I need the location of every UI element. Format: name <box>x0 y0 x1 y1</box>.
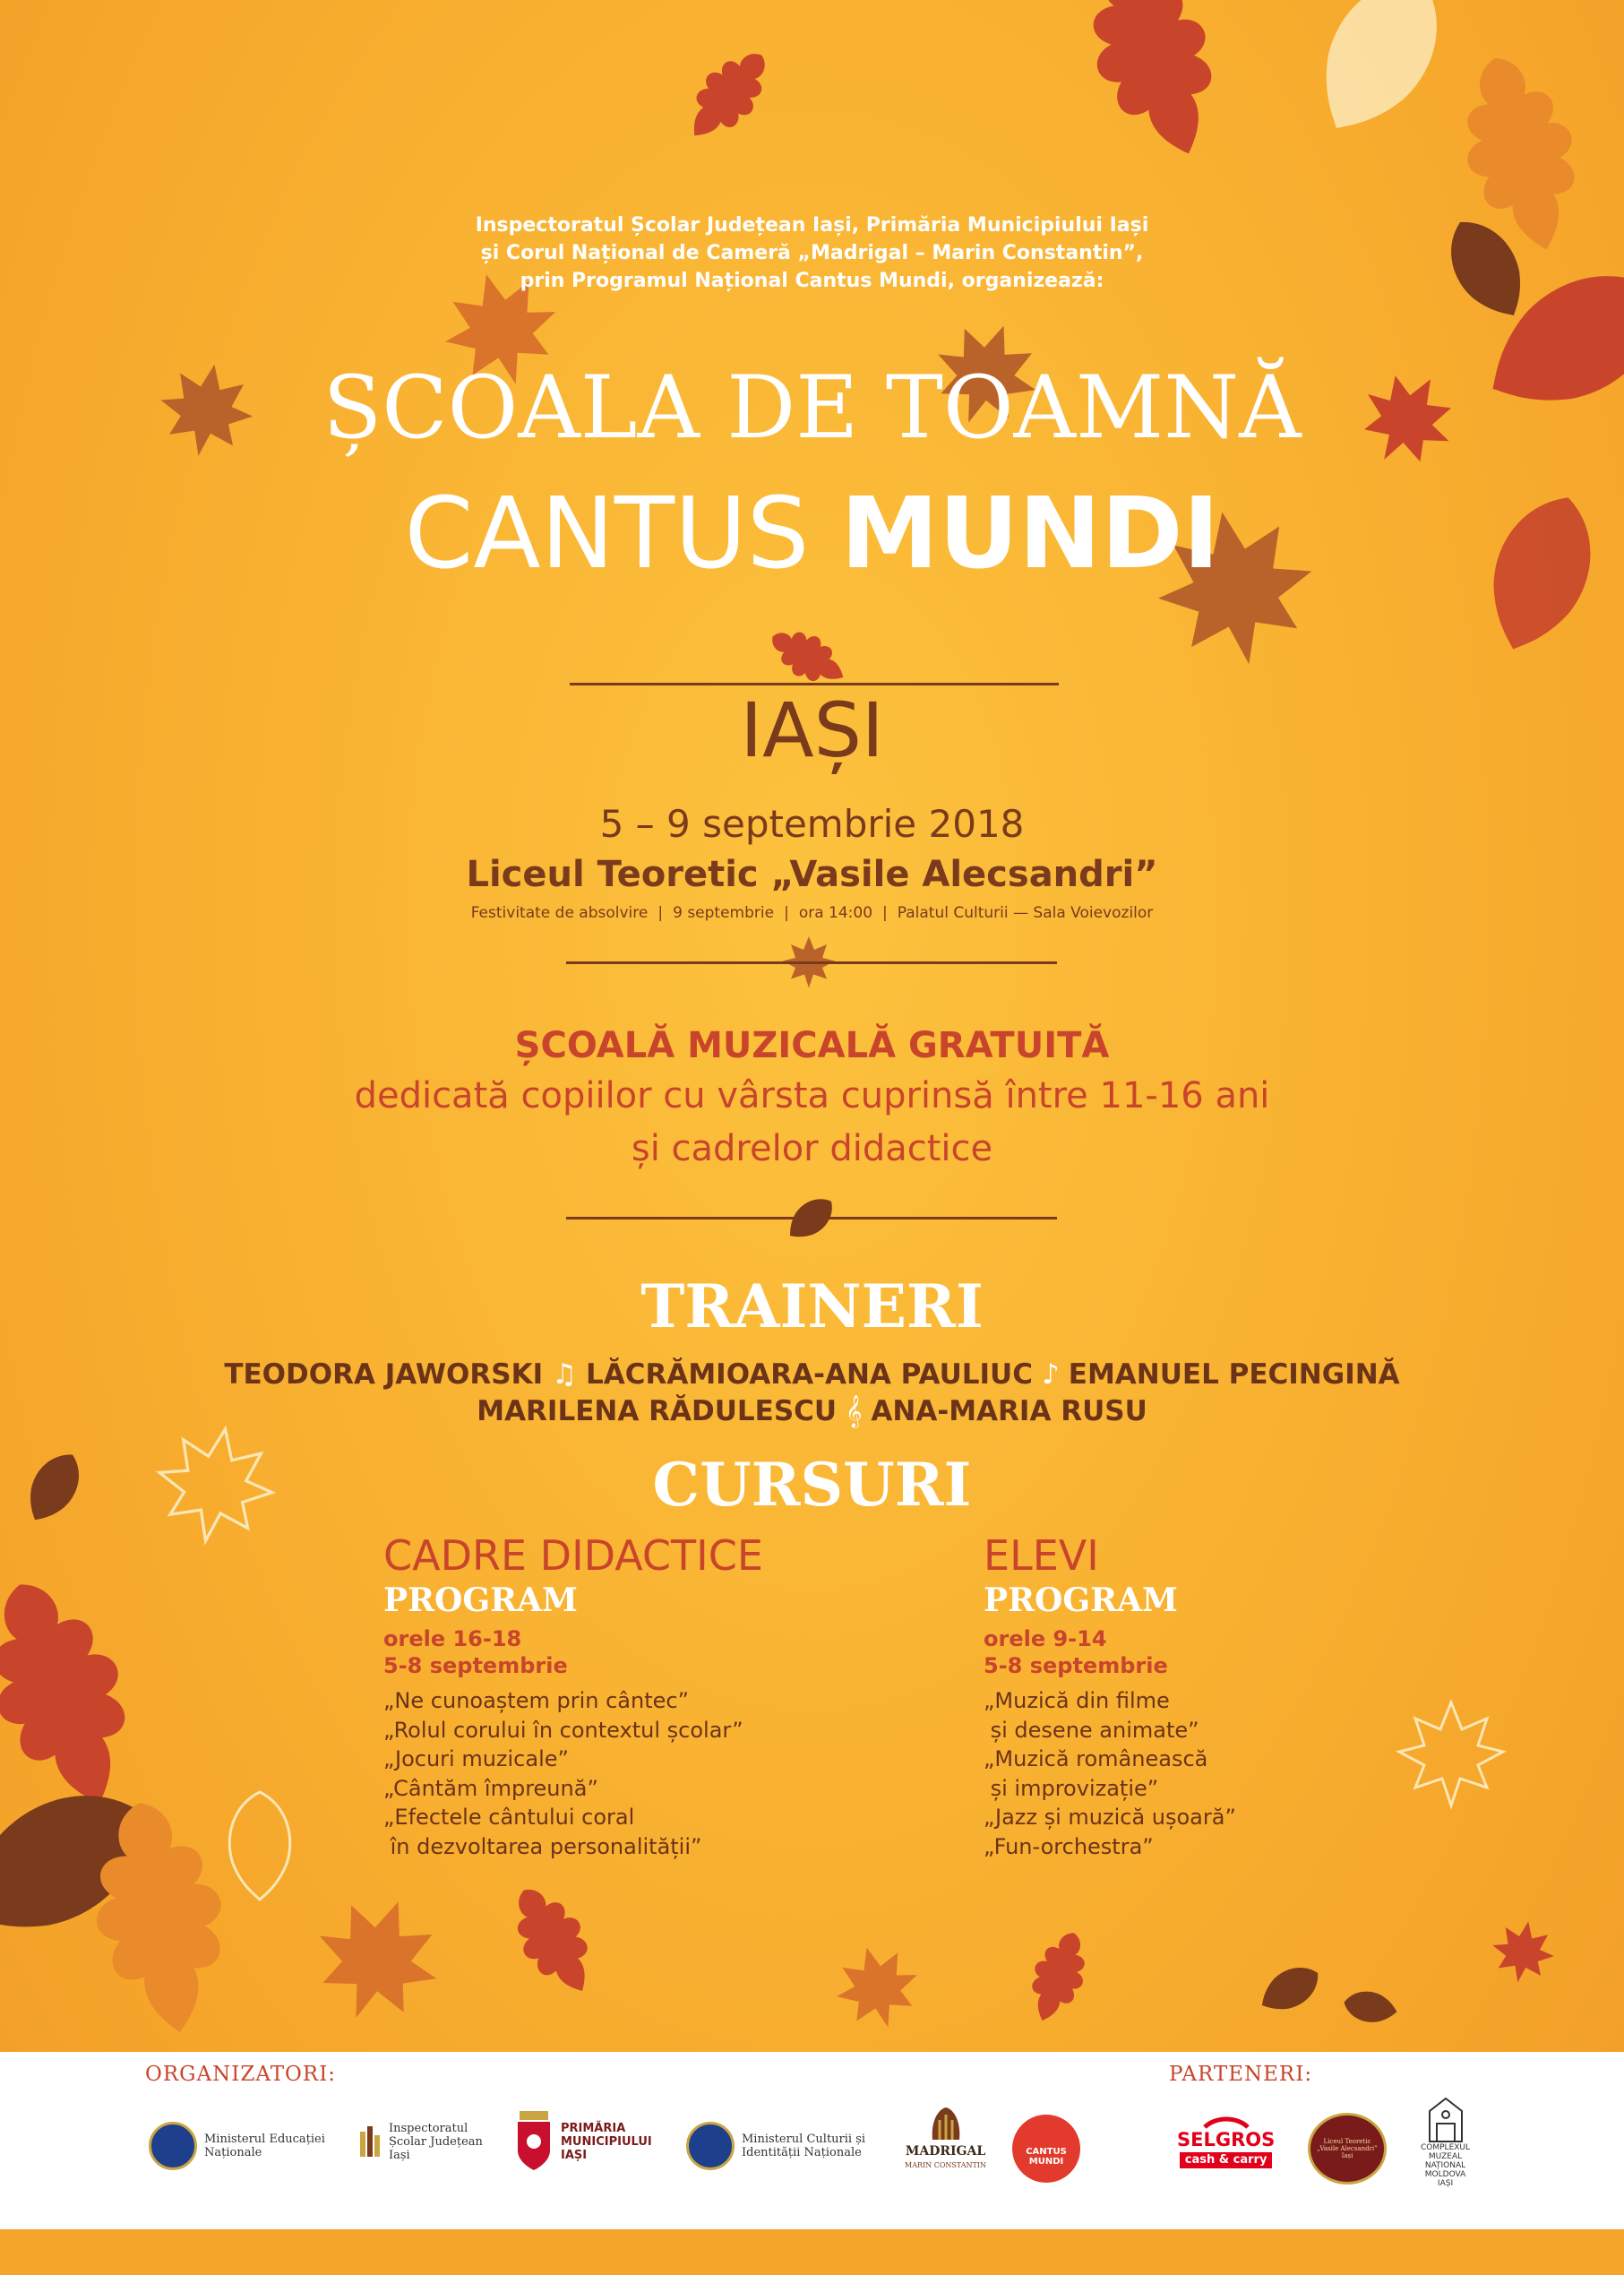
leaf-brown-icon <box>1253 1957 1328 2021</box>
event-dates: 5 – 9 septembrie 2018 <box>599 802 1025 846</box>
leaf-red-icon <box>673 37 784 153</box>
logo-isj <box>358 2122 483 2162</box>
title-line-2 <box>0 475 1624 591</box>
free-school-heading: ȘCOALĂ MUZICALĂ GRATUITĂ <box>514 1025 1110 1066</box>
ceremony-date: 9 septembrie <box>673 904 775 922</box>
logo-text: Ministerul Educației Naționale <box>204 2133 325 2159</box>
free-school-audience: dedicată copiilor cu vârsta cuprinsă între 11-16 ani <box>354 1075 1270 1116</box>
title-line-1: ȘCOALA DE TOAMNĂ <box>322 358 1302 458</box>
course-days: 5-8 septembrie <box>984 1653 1168 1678</box>
logo-primaria <box>514 2111 652 2172</box>
title-mundi: MUNDI <box>840 476 1220 590</box>
logo-text: Liceul Teoretic „Vasile Alecsandri” Iași <box>1317 2138 1378 2159</box>
logo-muzeu <box>1421 2097 1470 2188</box>
treble-clef-icon: 𝄞 <box>846 1395 863 1427</box>
courses-title: CURSURI <box>652 1450 972 1520</box>
event-venue: Liceul Teoretic „Vasile Alecsandri” <box>466 854 1158 895</box>
logo-text: COMPLEXUL MUZEAL NAȚIONAL MOLDOVA IAȘI <box>1421 2143 1471 2188</box>
intro-line: prin Programul Național Cantus Mundi, organizează: <box>520 270 1104 292</box>
selgros-swoosh-icon <box>1203 2115 1250 2129</box>
logo-text: PRIMĂRIA MUNICIPIULUI IAȘI <box>561 2121 652 2162</box>
footer-bottom-band <box>0 2229 1624 2275</box>
logo-text: MADRIGAL <box>905 2144 986 2159</box>
leaf-brown-icon <box>1342 1987 1400 2027</box>
leaf-red-icon <box>1064 0 1242 173</box>
separator: | <box>784 904 789 922</box>
city: IAȘI <box>740 686 884 774</box>
leaf-maple-icon <box>827 1937 928 2038</box>
isj-logo-icon <box>358 2124 382 2160</box>
organizers-label: ORGANIZATORI: <box>145 2063 337 2086</box>
trainers-title: TRAINERI <box>640 1271 984 1341</box>
logo-cantus-mundi <box>1012 2115 1080 2183</box>
program-label: PROGRAM <box>383 1581 578 1619</box>
course-topics: „Muzică din filme și desene animate” „Muzică românească și improvizație” „Jazz și muzică ușoară” „Fun-orchestra” <box>984 1688 1236 1859</box>
course-hours: orele 9-14 <box>984 1626 1107 1651</box>
intro-line: Inspectoratul Școlar Județean Iași, Primăria Municipiului Iași <box>475 214 1149 237</box>
palace-of-culture-icon <box>1426 2097 1465 2143</box>
branch-outline-icon <box>229 1792 290 1900</box>
leaf-maple-icon <box>297 1881 457 2039</box>
separator: | <box>882 904 888 922</box>
logo-text: SELGROS <box>1177 2129 1276 2150</box>
leaf-red-icon <box>0 1563 159 1824</box>
partners-label: PARTENERI: <box>1169 2063 1313 2086</box>
logo-ministry-education <box>149 2122 325 2170</box>
logo-text: Inspectoratul Școlar Județean Iași <box>389 2122 483 2162</box>
course-students <box>984 1530 1236 1861</box>
liceu-badge <box>1308 2113 1387 2185</box>
logo-text: CANTUS MUNDI <box>1026 2147 1067 2167</box>
logo-madrigal <box>905 2104 986 2172</box>
ceremony-name: Festivitate de absolvire <box>470 904 649 922</box>
ceremony-place: Palatul Culturii — Sala Voievozilor <box>897 904 1154 922</box>
logo-selgros <box>1177 2115 1275 2168</box>
course-heading: CADRE DIDACTICE <box>383 1531 763 1580</box>
title-cantus: CANTUS <box>404 476 841 590</box>
leaf-red-icon <box>497 1874 610 2007</box>
music-note-icon: ♪ <box>1041 1358 1060 1391</box>
iasi-coat-of-arms-icon <box>514 2111 554 2172</box>
free-school-audience-2: și cadrelor didactice <box>631 1128 993 1169</box>
course-heading: ELEVI <box>984 1531 1099 1580</box>
logo-subtext: cash & carry <box>1180 2152 1273 2168</box>
intro-text <box>0 211 1624 295</box>
leaf-red-icon <box>1018 1925 1097 2029</box>
divider-middle <box>566 961 1057 964</box>
course-days: 5-8 septembrie <box>383 1653 568 1678</box>
course-teachers <box>383 1530 763 1861</box>
trainer-name: MARILENA RĂDULESCU <box>477 1395 838 1427</box>
course-hours: orele 16-18 <box>383 1626 522 1651</box>
trainer-name: EMANUEL PECINGINĂ <box>1068 1358 1400 1391</box>
program-label: PROGRAM <box>984 1581 1178 1619</box>
leaf-outline-icon <box>1399 1702 1503 1805</box>
ceremony-info <box>0 901 1624 925</box>
logo-text: Ministerul Culturii și Identității Naționale <box>742 2133 866 2159</box>
divider-bottom <box>566 1217 1057 1219</box>
course-topics: „Ne cunoaștem prin cântec” „Rolul corului în contextul școlar” „Jocuri muzicale” „Cântăm împreună” „Efectele cântului coral în dezvoltarea personalității” <box>383 1688 743 1859</box>
logo-liceu <box>1308 2113 1387 2185</box>
madrigal-logo-icon <box>924 2104 968 2145</box>
ceremony-time: ora 14:00 <box>798 904 873 922</box>
intro-line: și Corul Național de Cameră „Madrigal – Marin Constantin”, <box>480 242 1144 264</box>
cantus-mundi-badge <box>1012 2115 1080 2183</box>
trainers-row-2 <box>0 1392 1624 1431</box>
trainer-name: LĂCRĂMIOARA-ANA PAULIUC <box>585 1358 1033 1391</box>
trainers-row-1 <box>0 1355 1624 1394</box>
logo-subtext: MARIN CONSTANTIN <box>905 2161 987 2169</box>
logo-ministry-culture <box>686 2122 865 2170</box>
music-note-icon: ♫ <box>552 1358 577 1391</box>
coat-of-arms-icon <box>686 2122 735 2170</box>
leaf-maple-icon <box>1487 1917 1560 1988</box>
coat-of-arms-icon <box>149 2122 197 2170</box>
leaf-pale-icon <box>1294 0 1465 152</box>
separator: | <box>657 904 664 922</box>
trainer-name: TEODORA JAWORSKI <box>224 1358 544 1391</box>
trainer-name: ANA-MARIA RUSU <box>871 1395 1147 1427</box>
